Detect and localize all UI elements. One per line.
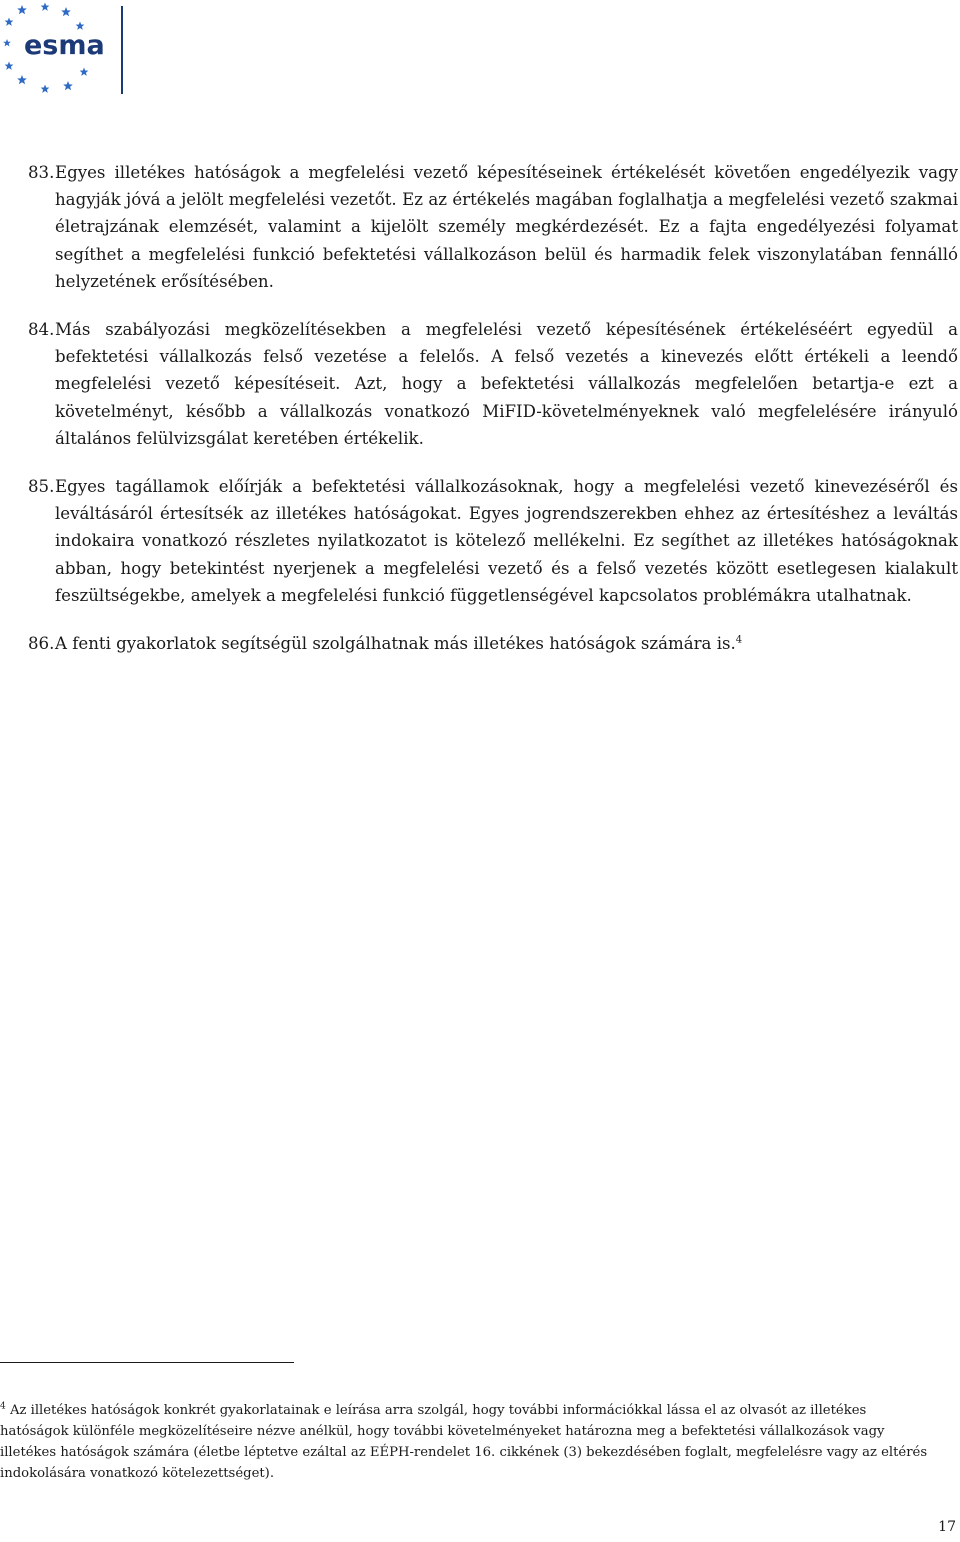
page-number: 17 xyxy=(938,1519,956,1535)
paragraph-number: 84. xyxy=(28,320,55,340)
footnote-marker: 4 xyxy=(0,1401,6,1412)
paragraph-number: 85. xyxy=(28,477,55,497)
paragraph-text: Egyes illetékes hatóságok a megfelelési vezető képesítéseinek értékelését követően engedélyezik vagy hagyják jóvá a jelölt megfelelési vezetőt. Ez az értékelés magában foglalhatja a megfelelési vezető szakmai életrajzának elemzését, valamint a kijelölt személy megkérdezését. Ez a fajta engedélyezési folyamat segíthet a megfelelési funkció befektetési vállalkozáson belül és harmadik felek viszonylatában fennálló helyzetének erősítésében. xyxy=(55,163,958,291)
esma-logo xyxy=(0,0,130,100)
footnote-4 xyxy=(0,1400,930,1484)
paragraph-text: Más szabályozási megközelítésekben a megfelelési vezető képesítésének értékeléséért egyedül a befektetési vállalkozás felső vezetése a felelős. A felső vezetés a kinevezés előtt értékeli a leendő megfelelési vezető képesítéseit. Azt, hogy a befektetési vállalkozás megfelelően betartja-e ezt a követelményt, később a vállalkozás vonatkozó MiFID-követelményeknek való megfelelésére irányuló általános felülvizsgálat keretében értékelik. xyxy=(55,320,958,448)
footnote-text: Az illetékes hatóságok konkrét gyakorlatainak e leírása arra szolgál, hogy további információkkal lássa el az olvasót az illetékes hatóságok különféle megközelítéseire nézve anélkül, hogy további követelményeket határozna meg a befektetési vállalkozások vagy illetékes hatóságok számára (életbe léptetve ezáltal az EÉPH-rendelet 16. cikkének (3) bekezdésében foglalt, megfelelésre vagy az eltérés indokolására vonatkozó kötelezettséget). xyxy=(0,1403,928,1481)
paragraph-number: 86. xyxy=(28,634,55,654)
paragraph-86 xyxy=(28,630,958,657)
paragraph-83 xyxy=(28,159,958,295)
footnote-reference[interactable]: 4 xyxy=(735,634,743,646)
paragraph-84 xyxy=(28,316,958,452)
paragraph-number: 83. xyxy=(28,163,55,182)
paragraph-85 xyxy=(28,473,958,609)
footnote-separator xyxy=(0,1362,294,1363)
paragraph-text: A fenti gyakorlatok segítségül szolgálhatnak más illetékes hatóságok számára is. xyxy=(55,634,736,654)
page-header xyxy=(0,0,960,100)
paragraph-text: Egyes tagállamok előírják a befektetési vállalkozásoknak, hogy a megfelelési vezető kinevezéséről és leváltásáról értesítsék az illetékes hatóságokat. Egyes jogrendszerekben ehhez az értesítéshez a leváltás indokaira vonatkozó részletes nyilatkozatot is kötelező mellékelni. Ez segíthet az illetékes hatóságoknak abban, hogy betekintést nyerjenek a megfelelési vezető és a felső vezetés között esetlegesen kialakult feszültségekbe, amelyek a megfelelési funkció függetlenségével kapcsolatos problémákra utalhatnak. xyxy=(55,477,958,605)
logo-wordmark: esma xyxy=(24,30,105,61)
main-content xyxy=(28,159,958,678)
paragraph-text-wrapper xyxy=(55,630,958,657)
logo-divider xyxy=(121,6,123,94)
